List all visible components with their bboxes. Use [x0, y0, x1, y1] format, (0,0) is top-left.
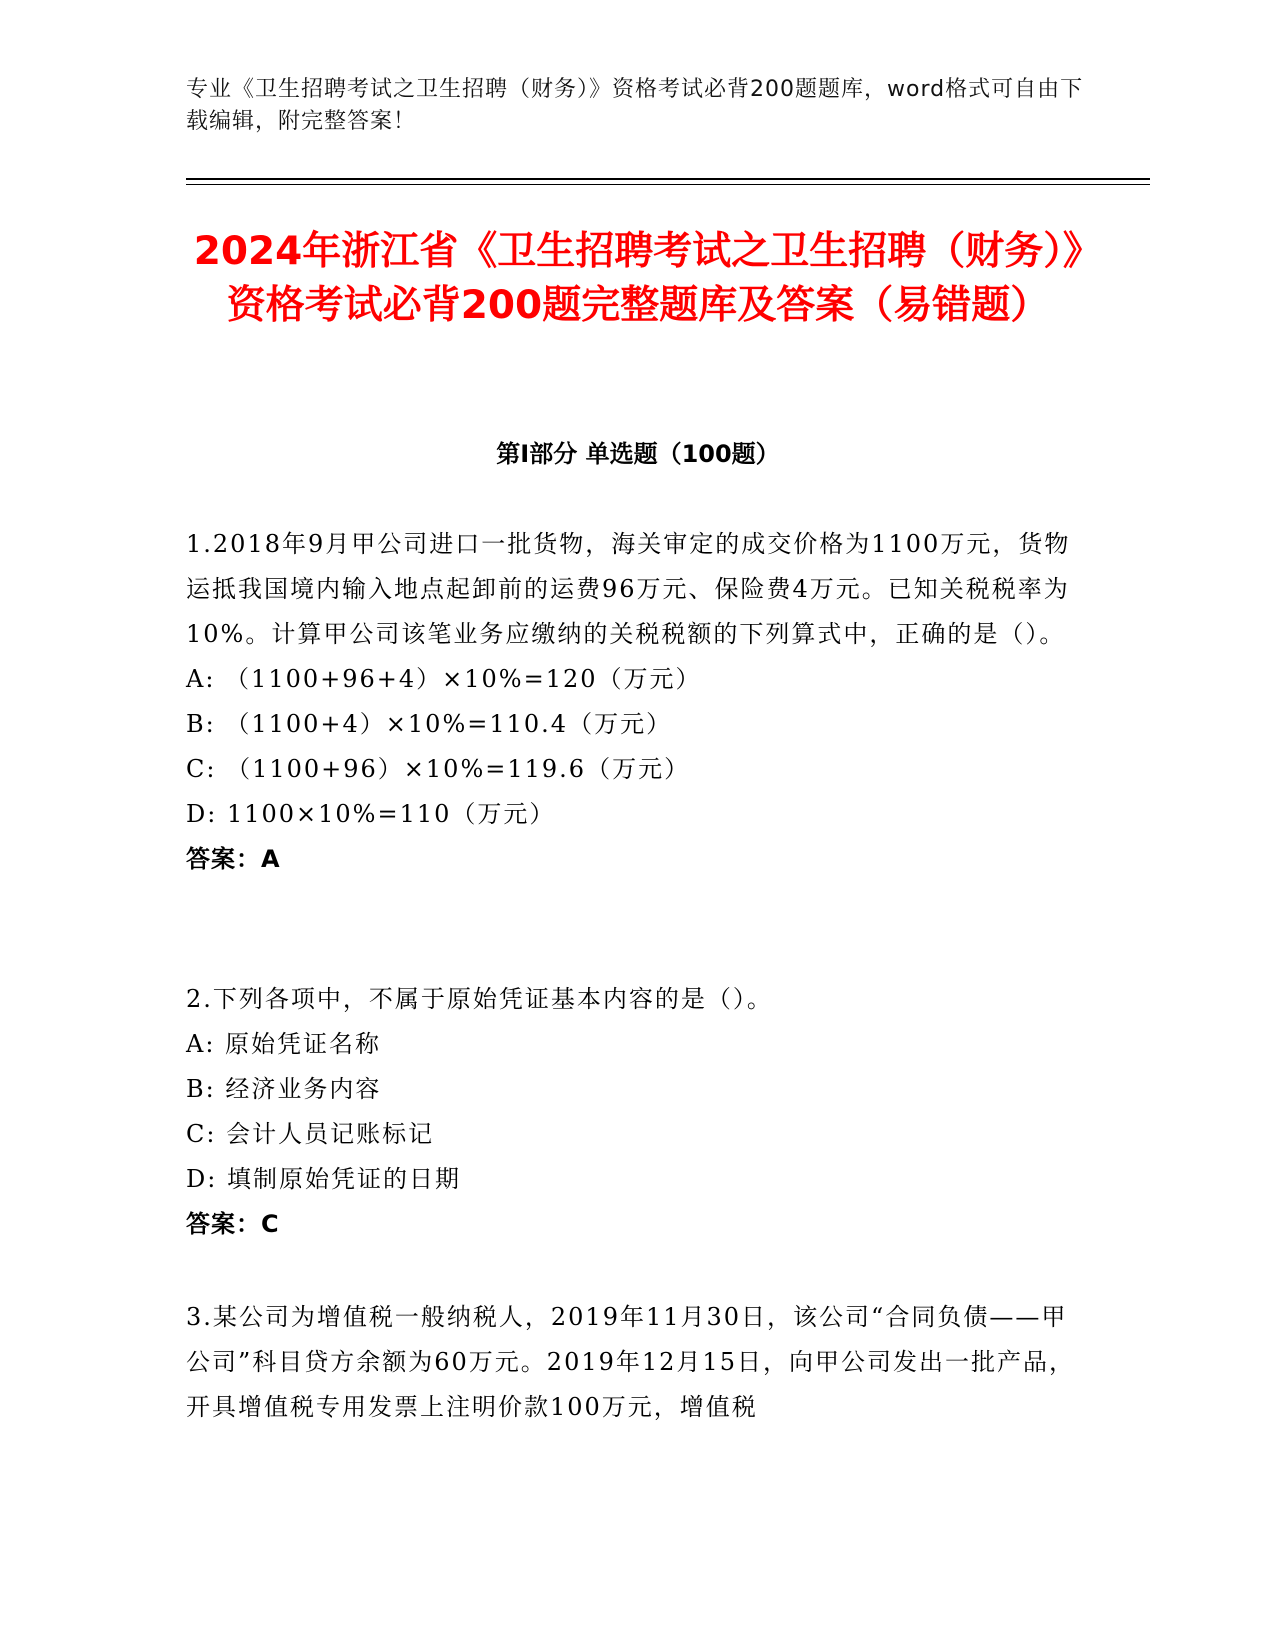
- option-d: D: 填制原始凭证的日期: [186, 1165, 461, 1193]
- option-c: C: （1100+96）×10%=119.6（万元）: [186, 755, 691, 783]
- answer-label: 答案：C: [186, 1210, 280, 1238]
- question-text: 1.2018年9月甲公司进口一批货物，海关审定的成交价格为1100万元，货物运抵我国境内输入地点起卸前的运费96万元、保险费4万元。已知关税税率为10%。计算甲公司该笔业务应缴纳的关税税额的下列算式中，正确的是（）。: [186, 530, 1071, 648]
- question-item: [186, 522, 1086, 882]
- question-item: [186, 1295, 1086, 1430]
- option-c: C: 会计人员记账标记: [186, 1120, 435, 1148]
- option-b: B: （1100+4）×10%=110.4（万元）: [186, 710, 673, 738]
- answer-label: 答案：A: [186, 845, 281, 873]
- header-note: 专业《卫生招聘考试之卫生招聘（财务）》资格考试必背200题题库，word格式可自由下载编辑，附完整答案！: [186, 77, 1084, 134]
- header-divider-thick: [186, 178, 1150, 180]
- header-divider-thin: [186, 184, 1150, 185]
- option-b: B: 经济业务内容: [186, 1075, 382, 1103]
- option-a: A: （1100+96+4）×10%=120（万元）: [186, 665, 702, 693]
- document-title: 2024年浙江省《卫生招聘考试之卫生招聘（财务）》资格考试必背200题完整题库及答案（易错题）: [193, 229, 1083, 328]
- question-text: 3.某公司为增值税一般纳税人，2019年11月30日，该公司“合同负债——甲公司”科目贷方余额为60万元。2019年12月15日，向甲公司发出一批产品，开具增值税专用发票上注明价款100万元，增值税: [186, 1303, 1075, 1421]
- question-text: 2.下列各项中，不属于原始凭证基本内容的是（）。: [186, 985, 773, 1013]
- question-item: [186, 977, 1086, 1247]
- section-title: 第Ⅰ部分 单选题（100题）: [496, 440, 780, 468]
- option-a: A: 原始凭证名称: [186, 1030, 382, 1058]
- option-d: D: 1100×10%=110（万元）: [186, 800, 556, 828]
